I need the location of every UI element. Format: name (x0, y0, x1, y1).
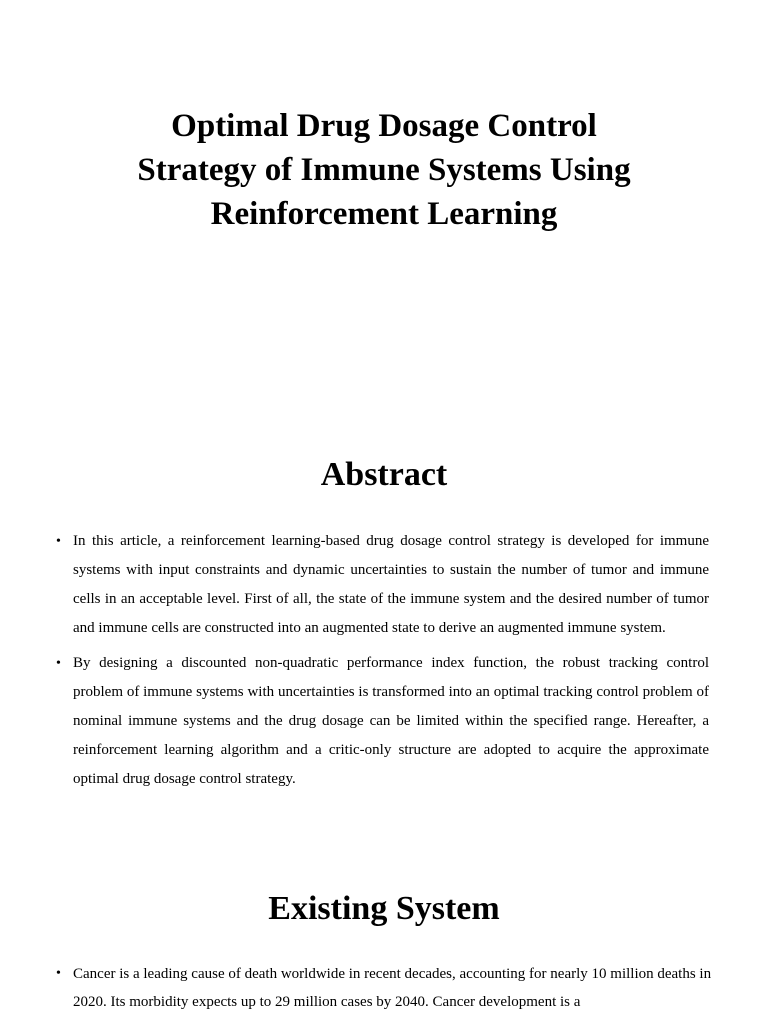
bullet-icon: • (56, 534, 61, 549)
existing-system-bullet-1 (0, 960, 768, 1016)
abstract-bullet-2 (0, 649, 768, 794)
existing-system-bullet-list (0, 960, 768, 1016)
abstract-bullet-2-text: By designing a discounted non-quadratic performance index function, the robust tracking control problem of immune systems with uncertainties is transformed into an optimal tracking control problem of nominal immune systems and the drug dosage can be limited within the specified range. Hereafter, a reinforcement learning algorithm and a critic-only structure are adopted to acquire the approximate optimal drug dosage control strategy. (73, 655, 709, 787)
title-line-1: Optimal Drug Dosage Control (171, 108, 597, 144)
title-line-2: Strategy of Immune Systems Using (137, 152, 631, 188)
bullet-icon: • (56, 966, 61, 981)
abstract-bullet-list (0, 527, 768, 794)
abstract-bullet-1-text: In this article, a reinforcement learning-based drug dosage control strategy is developed for immune systems with input constraints and dynamic uncertainties to sustain the number of tumor and immune cells in an acceptable level. First of all, the state of the immune system and the desired number of tumor and immune cells are constructed into an augmented state to derive an augmented immune system. (73, 533, 709, 636)
abstract-bullet-1 (0, 527, 768, 643)
bullet-icon: • (56, 656, 61, 671)
title-line-3: Reinforcement Learning (210, 196, 558, 232)
abstract-heading: Abstract (320, 456, 448, 493)
existing-system-heading: Existing System (268, 890, 500, 927)
document-title (0, 104, 768, 236)
existing-system-bullet-1-text: Cancer is a leading cause of death worldwide in recent decades, accounting for nearly 10 million deaths in 2020. Its morbidity expects up to 29 million cases by 2040. Cancer development is a (73, 966, 712, 1010)
